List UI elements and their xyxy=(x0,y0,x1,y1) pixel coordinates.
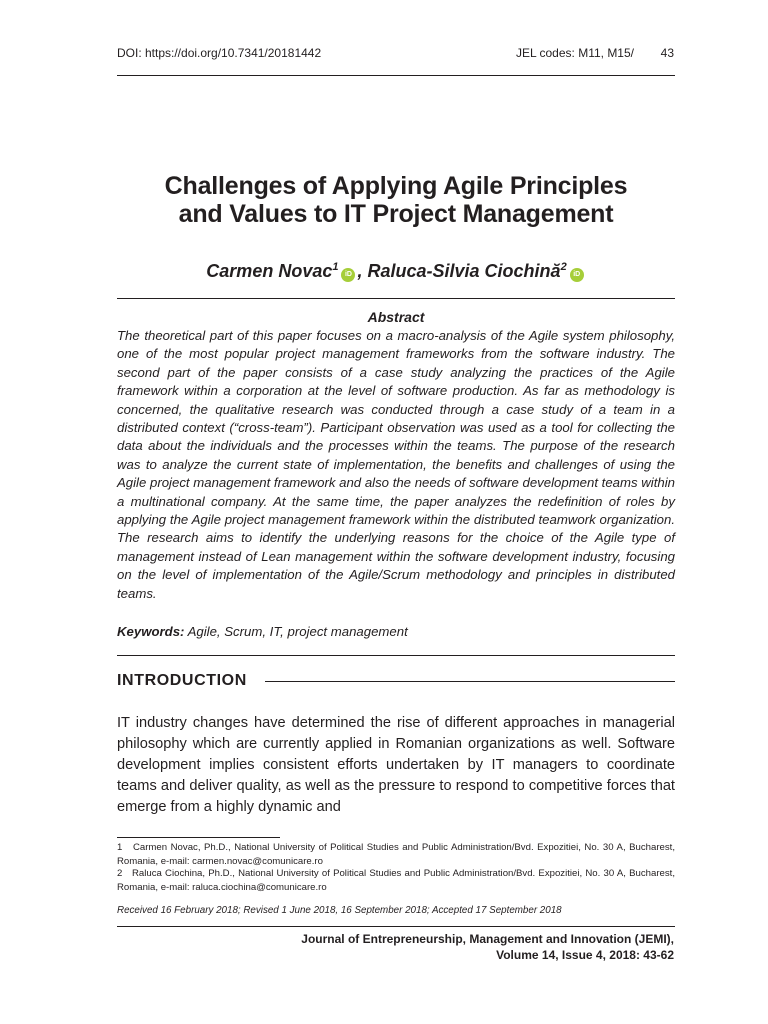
introduction-heading: INTRODUCTION xyxy=(117,672,247,689)
orcid-icon[interactable]: iD xyxy=(341,268,355,282)
footnote-rule xyxy=(117,837,280,838)
footnote-text-2: Raluca Ciochina, Ph.D., National University of Political Studies and Public Administration/Bvd. Expozitiei, No. 30 A, Bucharest, Romania, e-mail: raluca.ciochina@comunicare.ro xyxy=(117,868,675,893)
received-dates: Received 16 February 2018; Revised 1 June 2018, 16 September 2018; Accepted 17 September 2018 xyxy=(117,905,562,916)
journal-name: Journal of Entrepreneurship, Management and Innovation (JEMI), xyxy=(301,932,674,946)
author-affiliation-1: 1 xyxy=(332,261,339,273)
title-line-1: Challenges of Applying Agile Principles xyxy=(164,172,628,200)
author-name-2: Raluca-Silvia Ciochină xyxy=(367,261,561,281)
author-affiliation-2: 2 xyxy=(560,261,567,273)
abstract-text: The theoretical part of this paper focuses on a macro-analysis of the Agile system philosophy, one of the most popular project management frameworks from the software industry. The second part of the paper consists of a case study analyzing the practices of the Agile framework within a corporation at the level of software production. As far as methodology is concerned, the qualitative research was conducted through a case study of a team in a distributed context (“cross-team”). Participant observation was used as a tool for collecting the data about the individuals and the processes within the teams. The purpose of the research was to analyze the current state of implementation, the benefits and challenges of using the Agile project management framework and also the needs of software development teams within a multinational company. At the same time, the paper analyzes the redefinition of roles by applying the Agile project management framework within the distributed teamwork organization. The research aims to identify the underlying reasons for the choice of the Agile type of management instead of Lean management within the software development industry, focusing on the level of implementation of the Agile/Scrum methodology and principles in distributed teams. xyxy=(117,328,675,601)
footnote-number-2: 2 xyxy=(117,868,123,879)
keywords-text: Agile, Scrum, IT, project management xyxy=(184,624,408,639)
keywords-label: Keywords: xyxy=(117,624,185,639)
title-line-2: and Values to IT Project Management xyxy=(178,200,614,228)
page-number: 43 xyxy=(660,46,674,60)
journal-volume: Volume 14, Issue 4, 2018: 43-62 xyxy=(496,948,674,962)
keywords xyxy=(117,623,675,641)
author-separator: , xyxy=(357,261,368,281)
footnote-number-1: 1 xyxy=(117,842,123,853)
author-list xyxy=(100,261,692,282)
abstract-heading: Abstract xyxy=(367,309,425,325)
orcid-icon[interactable]: iD xyxy=(570,268,584,282)
section-heading-rule xyxy=(265,681,675,682)
footer-rule xyxy=(117,926,675,927)
doi-text: DOI: https://doi.org/10.7341/20181442 xyxy=(117,46,322,60)
jel-codes: JEL codes: M11, M15/ xyxy=(515,46,634,60)
footnote-1 xyxy=(117,841,675,868)
header-rule xyxy=(117,75,675,76)
introduction-text: IT industry changes have determined the rise of different approaches in managerial philosophy which are currently applied in Romanian organizations as well. Software development implies consistent efforts undertaken by IT managers to coordinate teams and deliver quality, as well as the pressure to respond to competitive forces that emerge from a highly dynamic and xyxy=(117,715,675,815)
abstract-top-rule xyxy=(117,298,675,299)
abstract-bottom-rule xyxy=(117,655,675,656)
introduction-heading-row xyxy=(117,670,675,692)
author-name-1: Carmen Novac xyxy=(206,261,333,281)
paper-title xyxy=(100,172,692,228)
footnote-text-1: Carmen Novac, Ph.D., National University of Political Studies and Public Administration/Bvd. Expozitiei, No. 30 A, Bucharest, Romania, e-mail: carmen.novac@comunicare.ro xyxy=(117,842,676,867)
journal-citation xyxy=(234,931,674,963)
footnote-2 xyxy=(117,867,675,894)
